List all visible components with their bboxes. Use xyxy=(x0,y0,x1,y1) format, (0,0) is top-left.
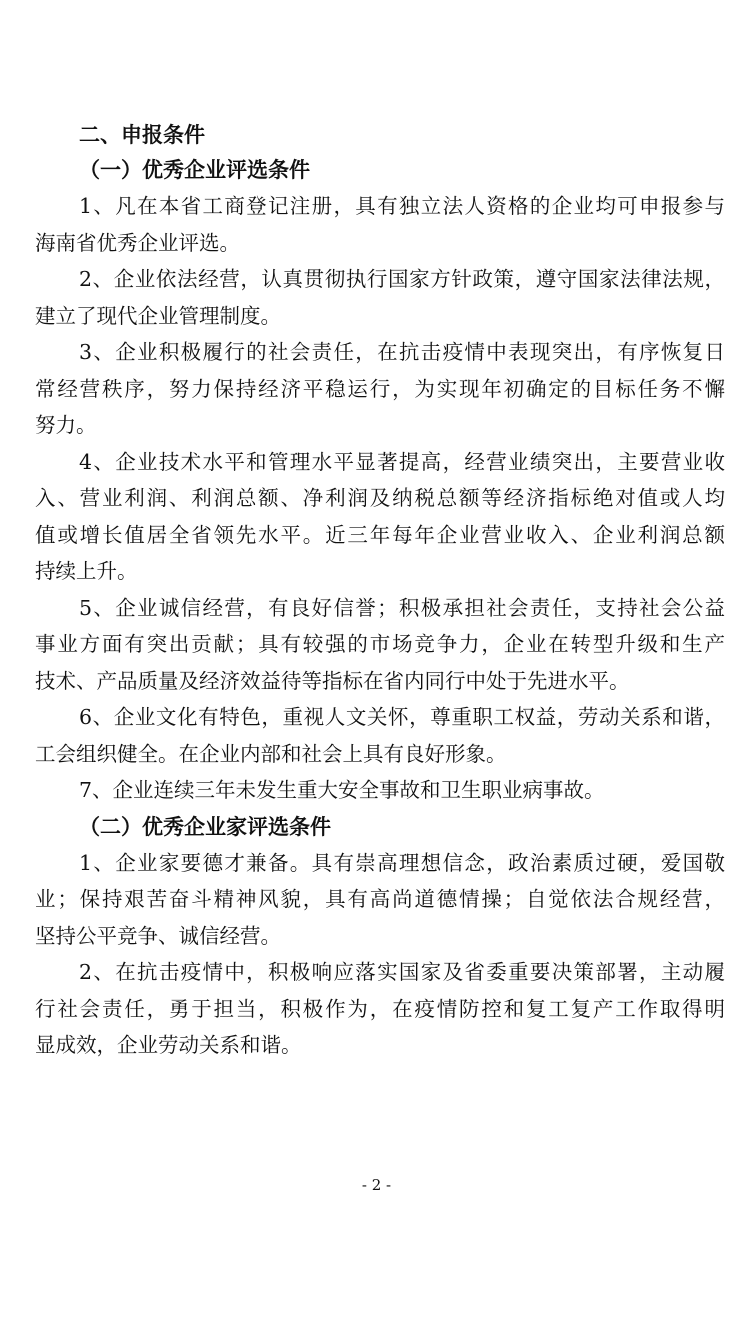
paragraph-line: 值或增长值居全省领先水平。近三年每年企业营业收入、企业利润总额 xyxy=(35,522,725,547)
paragraph-line: 4、企业技术水平和管理水平显著提高，经营业绩突出，主要营业收 xyxy=(79,449,725,474)
paragraph-line: 7、企业连续三年未发生重大安全事故和卫生职业病事故。 xyxy=(79,778,605,802)
paragraph xyxy=(35,772,725,809)
paragraph xyxy=(35,444,725,590)
paragraph-line: 3、企业积极履行的社会责任，在抗击疫情中表现突出，有序恢复日 xyxy=(79,340,725,364)
paragraph-line: 努力。 xyxy=(35,413,97,437)
section-heading: 二、申报条件 xyxy=(79,123,205,147)
paragraph xyxy=(35,845,725,955)
paragraph-line: 显成效，企业劳动关系和谐。 xyxy=(35,1033,302,1057)
paragraph xyxy=(35,188,725,261)
paragraph xyxy=(35,334,725,444)
paragraph-line: 建立了现代企业管理制度。 xyxy=(35,303,281,328)
paragraph-line: 海南省优秀企业评选。 xyxy=(35,230,240,255)
paragraph xyxy=(35,261,725,334)
paragraph-line: 事业方面有突出贡献；具有较强的市场竞争力，企业在转型升级和生产 xyxy=(35,632,725,656)
paragraph-line: 行社会责任，勇于担当，积极作为，在疫情防控和复工复产工作取得明 xyxy=(35,996,725,1021)
paragraph-line: 2、在抗击疫情中，积极响应落实国家及省委重要决策部署，主动履 xyxy=(79,960,725,984)
paragraph xyxy=(35,590,725,700)
paragraph-line: 持续上升。 xyxy=(35,559,138,583)
paragraph-line: 常经营秩序，努力保持经济平稳运行，为实现年初确定的目标任务不懈 xyxy=(35,376,725,401)
paragraph xyxy=(35,954,725,1064)
paragraph xyxy=(35,699,725,772)
paragraph-line: 1、凡在本省工商登记注册，具有独立法人资格的企业均可申报参与 xyxy=(79,194,725,218)
paragraph-line: 入、营业利润、利润总额、净利润及纳税总额等经济指标绝对值或人均 xyxy=(35,486,725,510)
paragraph-line: 技术、产品质量及经济效益待等指标在省内同行中处于先进水平。 xyxy=(35,668,630,693)
paragraph-line: 5、企业诚信经营，有良好信誉；积极承担社会责任，支持社会公益 xyxy=(79,595,725,620)
paragraph-line: 6、企业文化有特色，重视人文关怀，尊重职工权益，劳动关系和谐， xyxy=(79,705,725,729)
subsection-heading: （一）优秀企业评选条件 xyxy=(79,158,310,182)
paragraph-line: 业；保持艰苦奋斗精神风貌，具有高尚道德情操；自觉依法合规经营， xyxy=(35,887,725,911)
paragraph-line: 2、企业依法经营，认真贯彻执行国家方针政策，遵守国家法律法规， xyxy=(79,267,725,291)
paragraph-line: 工会组织健全。在企业内部和社会上具有良好形象。 xyxy=(35,741,507,766)
subsection-heading: （二）优秀企业家评选条件 xyxy=(79,814,331,839)
document-body xyxy=(35,118,725,1064)
paragraph-line: 1、企业家要德才兼备。具有崇高理想信念，政治素质过硬，爱国敬 xyxy=(79,850,725,875)
paragraph-line: 坚持公平竞争、诚信经营。 xyxy=(35,923,281,948)
page-number: - 2 - xyxy=(361,1176,392,1194)
